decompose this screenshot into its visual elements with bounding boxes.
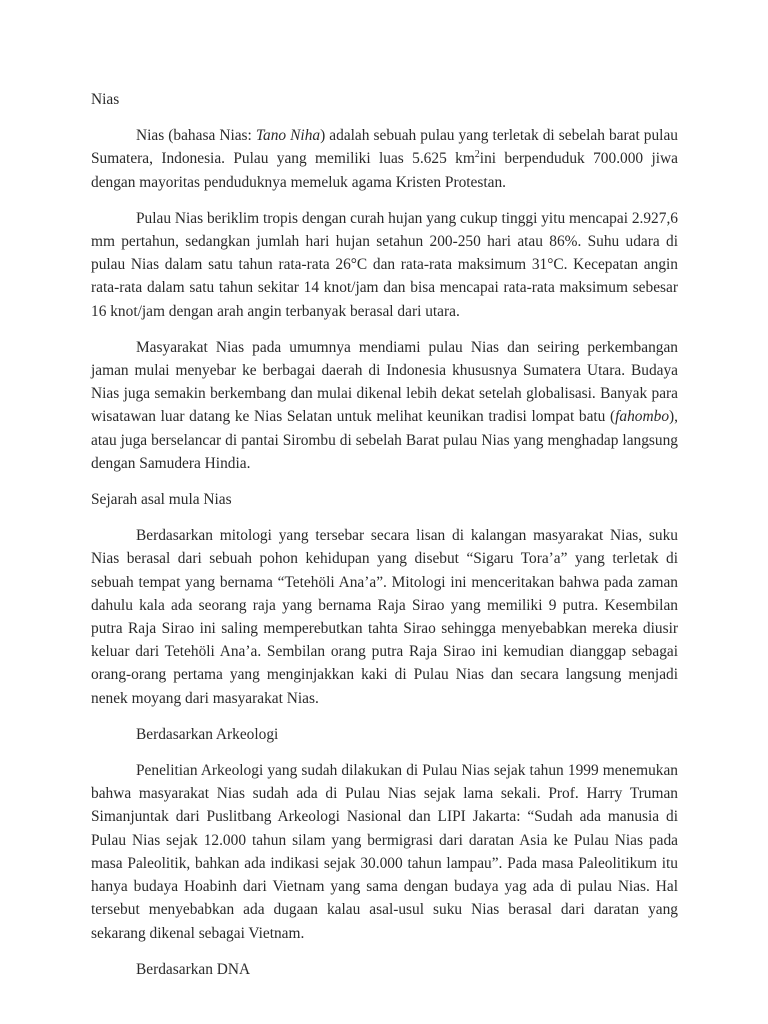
intro-text-end: ini berpenduduk 700.000 jiwa dengan mayoritas penduduknya memeluk agama Kristen Protestan. [91,150,678,191]
document-title: Nias [91,91,120,108]
heading-history: Sejarah asal mula Nias [91,491,232,509]
document-body [91,88,678,994]
superscript-2: 2 [474,149,480,161]
heading-archaeology: Berdasarkan Arkeologi [136,725,279,743]
paragraph-archaeology: Penelitian Arkeologi yang sudah dilakukan di Pulau Nias sejak tahun 1999 menemukan bahwa masyarakat Nias sudah ada di Pulau Nias sejak lama sekali. Prof. Harry Truman Simanjuntak dari Puslitbang Arkeologi Nasional dan LIPI Jakarta: “Sudah ada manusia di Pulau Nias sejak 12.000 tahun silam yang bermigrasi dari daratan Asia ke Pulau Nias pada masa Paleolitik, bahkan ada indikasi sejak 30.000 tahun lampau”. Pada masa Paleolitikum itu hanya budaya Hoabinh dari Vietnam yang sama dengan budaya yag ada di pulau Nias. Hal tersebut menyebabkan ada dugaan kalau asal-usul suku Nias berasal dari daratan yang sekarang dikenal sebagai Vietnam. [91,762,678,942]
intro-text-start: Nias (bahasa Nias: [136,127,256,145]
society-text-end: ), atau juga berselancar di pantai Sirombu di sebelah Barat pulau Nias yang menghadap langsung dengan Samudera Hindia. [91,408,678,472]
society-italic-term: fahombo [615,408,670,426]
intro-text-middle: ) adalah sebuah pulau yang terletak di sebelah barat pulau Sumatera, Indonesia. Pulau yang memiliki luas 5.625 km [91,127,678,168]
intro-italic-name: Tano Niha [255,127,321,145]
paragraph-climate: Pulau Nias beriklim tropis dengan curah hujan yang cukup tinggi yitu mencapai 2.927,6 mm pertahun, sedangkan jumlah hari hujan setahun 200-250 hari atau 86%. Suhu udara di pulau Nias dalam satu tahun rata-rata 26°C dan rata-rata maksimum 31°C. Kecepatan angin rata-rata dalam satu tahun sekitar 14 knot/jam dan bisa mencapai rata-rata maksimum sebesar 16 knot/jam dengan arah angin terbanyak berasal dari utara. [91,209,678,320]
paragraph-mythology: Berdasarkan mitologi yang tersebar secara lisan di kalangan masyarakat Nias, suku Nias berasal dari sebuah pohon kehidupan yang disebut “Sigaru Tora’a” yang terletak di sebuah tempat yang bernama “Tetehöli Ana’a”. Mitologi ini menceritakan bahwa pada zaman dahulu kala ada seorang raja yang bernama Raja Sirao yang memiliki 9 putra. Kesembilan putra Raja Sirao ini saling memperebutkan tahta Sirao sehingga menyebabkan mereka diusir keluar dari Tetehöli Ana’a. Sembilan orang putra Raja Sirao ini kemudian dianggap sebagai orang-orang pertama yang menginjakkan kaki di Pulau Nias dan secara langsung menjadi nenek moyang dari masyarakat Nias. [91,527,678,707]
paragraph-society [91,336,678,475]
paragraph-intro [91,124,678,194]
society-text-start: Masyarakat Nias pada umumnya mendiami pulau Nias dan seiring perkembangan jaman mulai menyebar ke berbagai daerah di Indonesia khususnya Sumatera Utara. Budaya Nias juga semakin berkembang dan mulai dikenal lebih dekat setelah globalisasi. Banyak para wisatawan luar datang ke Nias Selatan untuk melihat keunikan tradisi lompat batu ( [91,338,678,426]
heading-dna: Berdasarkan DNA [136,960,251,978]
